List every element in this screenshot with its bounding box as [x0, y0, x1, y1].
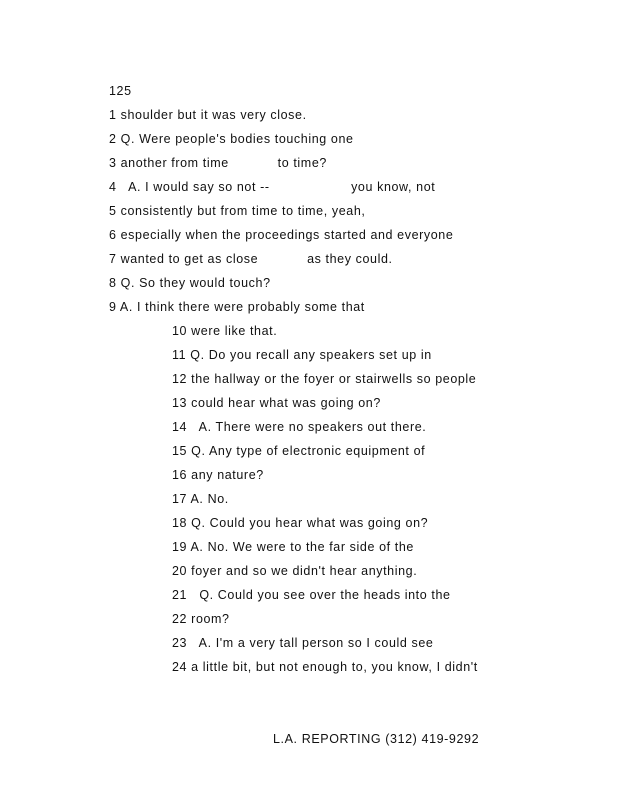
- transcript-line-17: 17 A. No.: [172, 492, 229, 506]
- transcript-line-18: 18 Q. Could you hear what was going on?: [172, 516, 429, 530]
- transcript-line-9: 9 A. I think there were probably some that: [109, 300, 365, 314]
- transcript-line-14: 14 A. There were no speakers out there.: [172, 420, 427, 434]
- transcript-line-5: 5 consistently but from time to time, yeah,: [109, 204, 366, 218]
- transcript-line-22: 22 room?: [172, 612, 230, 626]
- transcript-line-2: 2 Q. Were people's bodies touching one: [109, 132, 354, 146]
- transcript-line-24: 24 a little bit, but not enough to, you know, I didn't: [172, 660, 478, 674]
- page-number: 125: [109, 84, 132, 98]
- transcript-line-13: 13 could hear what was going on?: [172, 396, 381, 410]
- transcript-line-4: 4 A. I would say so not -- you know, not: [109, 180, 436, 194]
- footer-reporting: L.A. REPORTING (312) 419-9292: [273, 732, 480, 746]
- transcript-line-15: 15 Q. Any type of electronic equipment of: [172, 444, 426, 458]
- transcript-line-6: 6 especially when the proceedings started and everyone: [109, 228, 454, 242]
- transcript-line-7: 7 wanted to get as close as they could.: [109, 252, 393, 266]
- transcript-line-1: 1 shoulder but it was very close.: [109, 108, 307, 122]
- transcript-line-19: 19 A. No. We were to the far side of the: [172, 540, 414, 554]
- transcript-line-3: 3 another from time to time?: [109, 156, 327, 170]
- transcript-line-11: 11 Q. Do you recall any speakers set up in: [172, 348, 432, 362]
- transcript-line-21: 21 Q. Could you see over the heads into the: [172, 588, 451, 602]
- transcript-line-23: 23 A. I'm a very tall person so I could see: [172, 636, 434, 650]
- transcript-line-20: 20 foyer and so we didn't hear anything.: [172, 564, 418, 578]
- transcript-line-8: 8 Q. So they would touch?: [109, 276, 271, 290]
- transcript-line-12: 12 the hallway or the foyer or stairwells so people: [172, 372, 477, 386]
- transcript-line-16: 16 any nature?: [172, 468, 264, 482]
- transcript-line-10: 10 were like that.: [172, 324, 278, 338]
